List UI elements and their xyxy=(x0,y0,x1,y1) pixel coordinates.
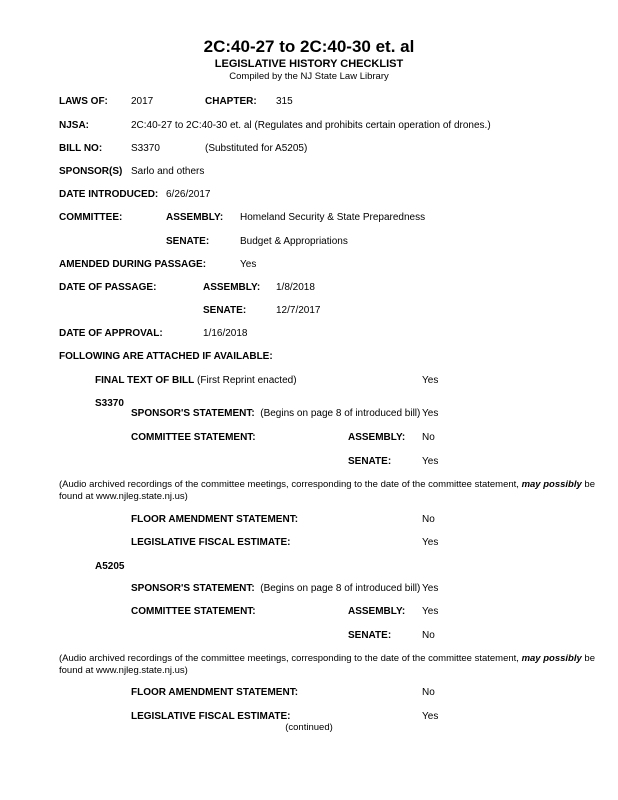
a5205-floor-value: No xyxy=(422,687,435,698)
a5205-sponsor-row xyxy=(131,583,420,595)
final-text-note: (First Reprint enacted) xyxy=(194,375,297,386)
a5205-sponsor-value: Yes xyxy=(422,583,439,594)
a5205-heading: A5205 xyxy=(95,561,125,572)
passage-senate-value: 12/7/2017 xyxy=(276,305,321,316)
s3370-senate-label: SENATE: xyxy=(348,456,392,467)
s3370-audio-note-text: (Audio archived recordings of the committee meetings, corresponding to the date of the committee statement, xyxy=(59,479,522,490)
sponsors-label: SPONSOR(S) xyxy=(59,166,123,177)
document-subtitle: LEGISLATIVE HISTORY CHECKLIST xyxy=(214,58,404,70)
attached-heading: FOLLOWING ARE ATTACHED IF AVAILABLE: xyxy=(59,351,273,362)
chapter-value: 315 xyxy=(276,96,293,107)
laws-of-label: LAWS OF: xyxy=(59,96,108,107)
s3370-floor-label: FLOOR AMENDMENT STATEMENT: xyxy=(131,514,299,525)
a5205-floor-label: FLOOR AMENDMENT STATEMENT: xyxy=(131,687,299,698)
continued-note: (continued) xyxy=(285,722,333,733)
passage-assembly-value: 1/8/2018 xyxy=(276,282,315,293)
laws-of-year: 2017 xyxy=(131,96,154,107)
approval-value: 1/16/2018 xyxy=(203,328,248,339)
bill-no-value: S3370 xyxy=(131,143,160,154)
s3370-sponsor-label: SPONSOR'S STATEMENT: xyxy=(131,408,255,419)
committee-assembly-value: Homeland Security & State Preparedness xyxy=(240,212,426,223)
committee-senate-value: Budget & Appropriations xyxy=(240,236,348,247)
s3370-sponsor-row xyxy=(131,408,420,420)
s3370-heading: S3370 xyxy=(95,398,124,409)
s3370-fiscal-value: Yes xyxy=(422,537,439,548)
final-text-label: FINAL TEXT OF BILL xyxy=(95,375,195,386)
s3370-committee-label: COMMITTEE STATEMENT: xyxy=(131,432,256,443)
a5205-senate-value: No xyxy=(422,630,435,641)
s3370-sponsor-value: Yes xyxy=(422,408,439,419)
sponsors-value: Sarlo and others xyxy=(131,166,205,177)
date-introduced-label: DATE INTRODUCED: xyxy=(59,189,159,200)
a5205-committee-label: COMMITTEE STATEMENT: xyxy=(131,606,256,617)
a5205-senate-label: SENATE: xyxy=(348,630,392,641)
passage-assembly-label: ASSEMBLY: xyxy=(203,282,261,293)
s3370-assembly-label: ASSEMBLY: xyxy=(348,432,406,443)
a5205-fiscal-label: LEGISLATIVE FISCAL ESTIMATE: xyxy=(131,711,291,722)
s3370-sponsor-note: (Begins on page 8 of introduced bill) xyxy=(260,408,421,419)
passage-label: DATE OF PASSAGE: xyxy=(59,282,157,293)
compiled-by: Compiled by the NJ State Law Library xyxy=(229,71,389,82)
final-text-row xyxy=(95,375,297,387)
passage-senate-label: SENATE: xyxy=(203,305,247,316)
s3370-assembly-value: No xyxy=(422,432,435,443)
amended-value: Yes xyxy=(240,259,257,270)
a5205-fiscal-value: Yes xyxy=(422,711,439,722)
chapter-label: CHAPTER: xyxy=(205,96,257,107)
bill-substituted-note: (Substituted for A5205) xyxy=(205,143,308,154)
committee-senate-label: SENATE: xyxy=(166,236,210,247)
amended-label: AMENDED DURING PASSAGE: xyxy=(59,259,207,270)
committee-assembly-label: ASSEMBLY: xyxy=(166,212,224,223)
s3370-senate-value: Yes xyxy=(422,456,439,467)
date-introduced-value: 6/26/2017 xyxy=(166,189,211,200)
bill-no-label: BILL NO: xyxy=(59,143,103,154)
a5205-audio-note-link: be found at www.njleg.state.nj.us) xyxy=(59,653,595,676)
s3370-audio-note-emphasis: may possibly xyxy=(521,479,582,490)
a5205-audio-note-text: (Audio archived recordings of the committee meetings, corresponding to the date of the committee statement, xyxy=(59,653,522,664)
a5205-assembly-label: ASSEMBLY: xyxy=(348,606,406,617)
s3370-floor-value: No xyxy=(422,514,435,525)
s3370-audio-note xyxy=(59,479,604,503)
njsa-label: NJSA: xyxy=(59,120,90,131)
document-title: 2C:40-27 to 2C:40-30 et. al xyxy=(203,37,415,56)
a5205-assembly-value: Yes xyxy=(422,606,439,617)
s3370-audio-note-link: be found at www.njleg.state.nj.us) xyxy=(59,479,595,502)
a5205-sponsor-label: SPONSOR'S STATEMENT: xyxy=(131,583,255,594)
s3370-fiscal-label: LEGISLATIVE FISCAL ESTIMATE: xyxy=(131,537,291,548)
a5205-audio-note-emphasis: may possibly xyxy=(521,653,582,664)
committee-label: COMMITTEE: xyxy=(59,212,123,223)
a5205-sponsor-note: (Begins on page 8 of introduced bill) xyxy=(260,583,421,594)
approval-label: DATE OF APPROVAL: xyxy=(59,328,163,339)
a5205-audio-note xyxy=(59,653,604,677)
njsa-value: 2C:40-27 to 2C:40-30 et. al (Regulates and prohibits certain operation of drones.) xyxy=(131,120,491,131)
final-text-value: Yes xyxy=(422,375,439,386)
